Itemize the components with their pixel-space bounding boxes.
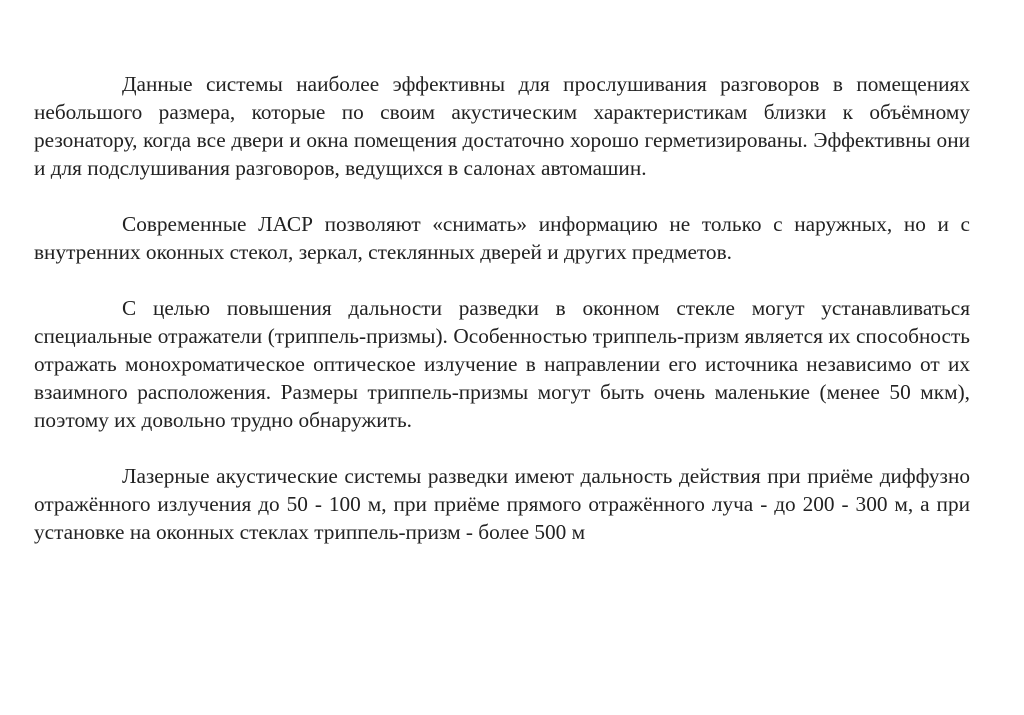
paragraph-triple-prisms: С целью повышения дальности разведки в оконном стекле могут устанавливаться специальные отражатели (триппель-призмы). Особенностью триппель-призм является их способность отражать монохроматическое оптическое излучение в направлении его источника независимо от их взаимного расположения. Размеры триппель-призмы могут быть очень маленькие (менее 50 мкм), поэтому их довольно трудно обнаружить. <box>34 296 970 432</box>
paragraph-acoustic-rooms: Данные системы наиболее эффективны для прослушивания разговоров в помещениях небольшого размера, которые по своим акустическим характеристикам близки к объёмному резонатору, когда все двери и окна помещения достаточно хорошо герметизированы. Эффективны они и для подслушивания разговоров, ведущихся в салонах автомашин. <box>34 72 970 180</box>
paragraph-operating-range: Лазерные акустические системы разведки имеют дальность действия при приёме диффузно отражённого излучения до 50 - 100 м, при приёме прямого отражённого луча - до 200 - 300 м, а при установке на оконных стеклах триппель-призм - более 500 м <box>34 464 970 544</box>
document-body <box>34 70 970 546</box>
paragraph-lasr-capabilities: Современные ЛАСР позволяют «снимать» информацию не только с наружных, но и с внутренних оконных стекол, зеркал, стеклянных дверей и других предметов. <box>34 212 970 264</box>
